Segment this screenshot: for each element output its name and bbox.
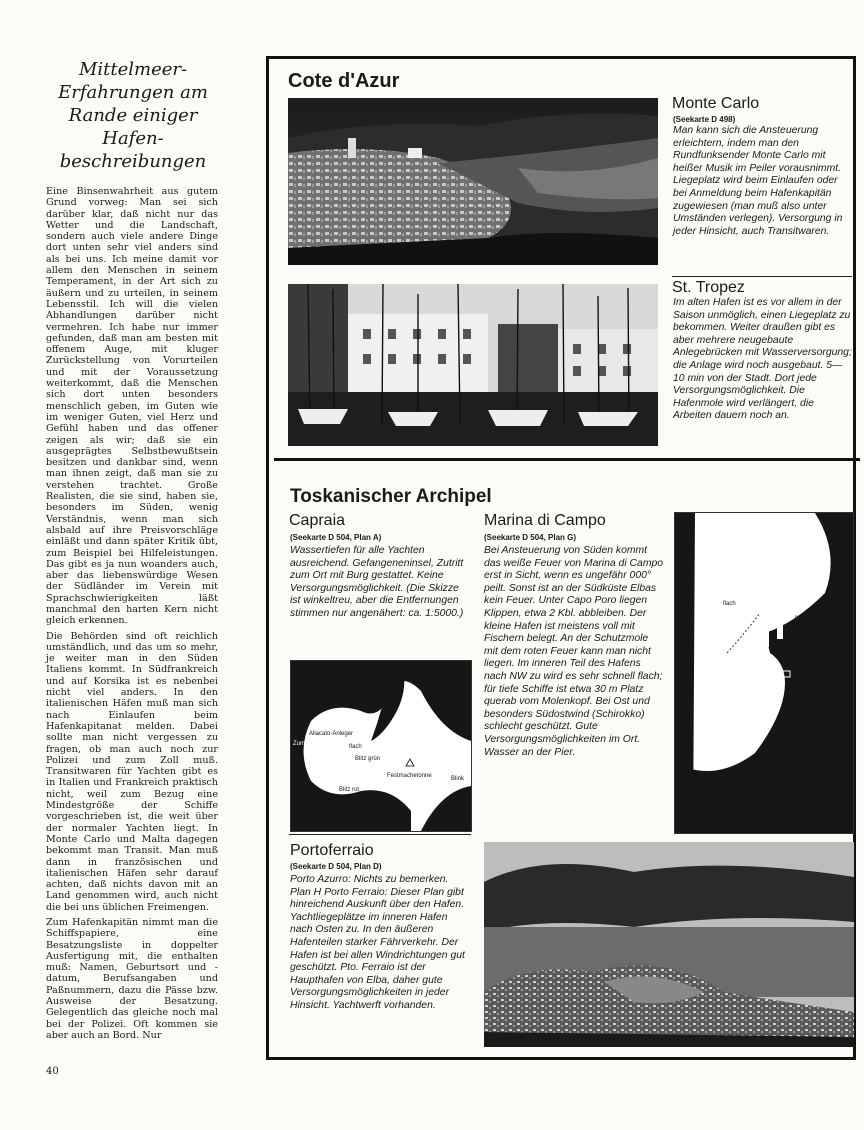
map-label: flach: [349, 744, 362, 750]
heading-st-tropez: St. Tropez: [672, 279, 745, 296]
text-monte-carlo: Man kann sich die Ansteuerung erleichtern, indem man den Rundfunksender Monte Carlo mit heißer Musik im Peiler vorausnimmt. Liegeplatz wird beim Einlaufen oder bei Anmeldung beim Hafenkapitän zugewiesen (man muß also unter Umständen verlegen). Versorgung in jeder Hinsicht, auch Transitwaren.: [673, 125, 843, 237]
article-title: [48, 58, 218, 173]
map-label: flach: [723, 601, 736, 607]
map-label: N: [715, 715, 720, 721]
text-marina-di-campo: Bei Ansteuerung von Süden kommt das weiße Feuer von Marina di Campo erst in Sicht, wenn es ungefähr 000° peilt. Sonst ist an der Südküste Elbas kein Feuer. Unter Capo Poro liegen Klippen, etwa 2 Kbl. abbleiben. Der kleine Hafen ist meistens voll mit Fischern belegt. An der Schutzmole mit dem roten Feuer kann man nicht liegen. Im inneren Teil des Hafens nach NW zu wird es sehr schnell flach; für tiefe Schiffe ist etwa 30 m Platz querab vom Molenkopf. Bei Ost und besonders Südostwind (Schirokko) schlecht geschützt. Gute Versorgungsmöglichkeiten im Ort. Wasser an der Pier.: [484, 545, 664, 758]
map-label: Festmachetonne: [387, 773, 432, 779]
title-line: Rande einiger: [68, 105, 198, 126]
map-label: Zum Ort: [293, 741, 315, 747]
heading-marina-di-campo: Marina di Campo: [484, 512, 606, 529]
chart-ref-monte-carlo: (Seekarte D 498): [673, 115, 736, 124]
chart-ref-capraia: (Seekarte D 504, Plan A): [290, 533, 382, 542]
map-label: Leuchtturm: [797, 659, 828, 665]
text-portoferraio: Porto Azurro: Nichts zu bemerken. Plan H Porto Ferraio: Dieser Plan gibt hinreichend Auskunft über den Hafen. Yachtliegeplätze im inneren Hafen nach Osten zu. In den äußeren Hafenteilen starker Fährverkehr. Der Hafen ist bei allen Windrichtungen gut geschützt. Pto. Ferraio ist der Haupthafen von Elba, daher gute Versorgungsmöglichkeiten in jeder Hinsicht. Yachtwerft vorhanden.: [290, 874, 465, 1011]
text-st-tropez: Im alten Hafen ist es vor allem in der Saison unmöglich, einen Liegeplatz zu bekommen. Weiter draußen gibt es aber mehrere neugebaute Anlegebrücken mit Wasserversorgung; die Anlage wird noch ausgebaut. 5—10 min von der Stadt. Dort jede Versorgungsmöglichkeit. Die Hafenmole wird verlängert, die Arbeiten dauern noch an.: [673, 297, 852, 422]
rule: [289, 834, 471, 835]
heading-capraia: Capraia: [289, 512, 346, 529]
chart-ref-marina-di-campo: (Seekarte D 504, Plan G): [484, 533, 577, 542]
map-label: Blink: [451, 776, 465, 782]
st-tropez-photo: [288, 284, 658, 446]
section-title-cote-dazur: Cote d'Azur: [288, 70, 400, 92]
portoferraio-photo: [484, 842, 854, 1047]
map-label: Blitz rot: [339, 787, 360, 793]
chart-ref-portoferraio: (Seekarte D 504, Plan D): [290, 862, 382, 871]
text-capraia: Wassertiefen für alle Yachten ausreichend. Gefangeneninsel, Zutritt zum Ort mit Burg gestattet. Keine Versorgungsmöglichkeit. (Die Skizze ist winkeltreu, aber die Entfernungen stimmen nur angenähert: ca. 1:5000.): [290, 545, 464, 619]
title-line: Mittelmeer-: [78, 59, 188, 80]
map-label: rotes Festfeuer: [795, 615, 836, 621]
heading-monte-carlo: Monte Carlo: [672, 95, 760, 112]
article-body: [46, 186, 218, 1045]
marina-di-campo-map: [674, 512, 854, 834]
map-label: Blitz grün: [355, 756, 381, 762]
page-number: 40: [46, 1066, 59, 1077]
heading-portoferraio: Portoferraio: [290, 842, 374, 859]
body-paragraph: Die Behörden sind oft reichlich umständlich, und das um so mehr, je weiter man in den Süden Italiens kommt. In Südfrankreich und auf Korsika ist es nebenbei nicht viel anders. In den italienischen Häfen muß man sich nach Einlaufen beim Hafenkapitanat melden. Dabei sollte man nicht vergessen zu fragen, ob man auch noch zur Polizei und zum Zoll muß. Transitwaren für Yachten gibt es in Italien und Frankreich praktisch nicht, weil zum Bezug eine Mindestgröße der Schiffe vorgeschrieben ist, die weit über der normaler Yachten liegt. In Monte Carlo und Malta dagegen bekommt man Transit. Man muß dann in französischen und italienischen Häfen sehr darauf achten, daß nichts davon mit an Land genommen wird, auch nicht die bei uns üblichen Freimengen.: [46, 630, 218, 913]
body-paragraph: Eine Binsenwahrheit aus gutem Grund vorweg: Man sei sich darüber klar, daß nicht nur das Wetter und die Landschaft, sondern auch viele andere Dinge dort unten sehr viel anders sind als bei uns. Ich meine damit vor allem den Menschen in seinem Temperament, in der Art sich zu äußern und zu urteilen, in seinem Lebensstil. Ich will die vielen Abhandlungen darüber nicht vermehren. Ich habe nur immer gefunden, daß man am besten mit offenem Auge, mit kluger Zurückstellung von Vorurteilen und mit der Voraussetzung weiterkommt, daß die Menschen sich dort unten besonders menschlich geben, im Guten wie im weniger Guten, viel Herz und Gefühl haben und das offener zeigen als wir; daß sie ein ausgeprägtes Selbstbewußtsein besitzen und dankbar sind, wenn man ihnen zeigt, daß man sie zu verstehen trachtet. Große Realisten, die sie sind, haben sie, besonders im Süden, wenig Verständnis, wenn man sich alsbald auf ihre Preisvorschläge einläßt und dann später Kritik übt, zum Beispiel bei Hilfeleistungen. Das gibt es ja nun woanders auch, aber das liebenswürdige Wesen der Südländer im Verein mit Sprachschwierigkeiten läßt manchmal den harten Kern nicht gleich erkennen.: [46, 186, 218, 627]
monte-carlo-photo: [288, 98, 658, 265]
section-title-toskanischer-archipel: Toskanischer Archipel: [290, 486, 492, 507]
body-paragraph: Zum Hafenkapitän nimmt man die Schiffspapiere, eine Besatzungsliste in doppelter Ausfertigung mit, die enthalten muß: Namen, Geburtsort und -datum, Berufsangaben und Paßnummern, dazu die Pässe bzw. Ausweise der Besatzung. Gelegentlich das gleiche noch mal bei der Polizei. Oft kommen sie aber auch an Bord. Nur: [46, 917, 218, 1041]
title-line: Erfahrungen am: [58, 82, 208, 103]
map-label: Allacato-Anleger: [309, 731, 354, 737]
title-line: beschreibungen: [59, 151, 207, 172]
capraia-harbor-map: [290, 660, 472, 832]
rule: [672, 276, 852, 277]
section-divider: [274, 458, 860, 461]
title-line: Hafen-: [102, 128, 164, 149]
